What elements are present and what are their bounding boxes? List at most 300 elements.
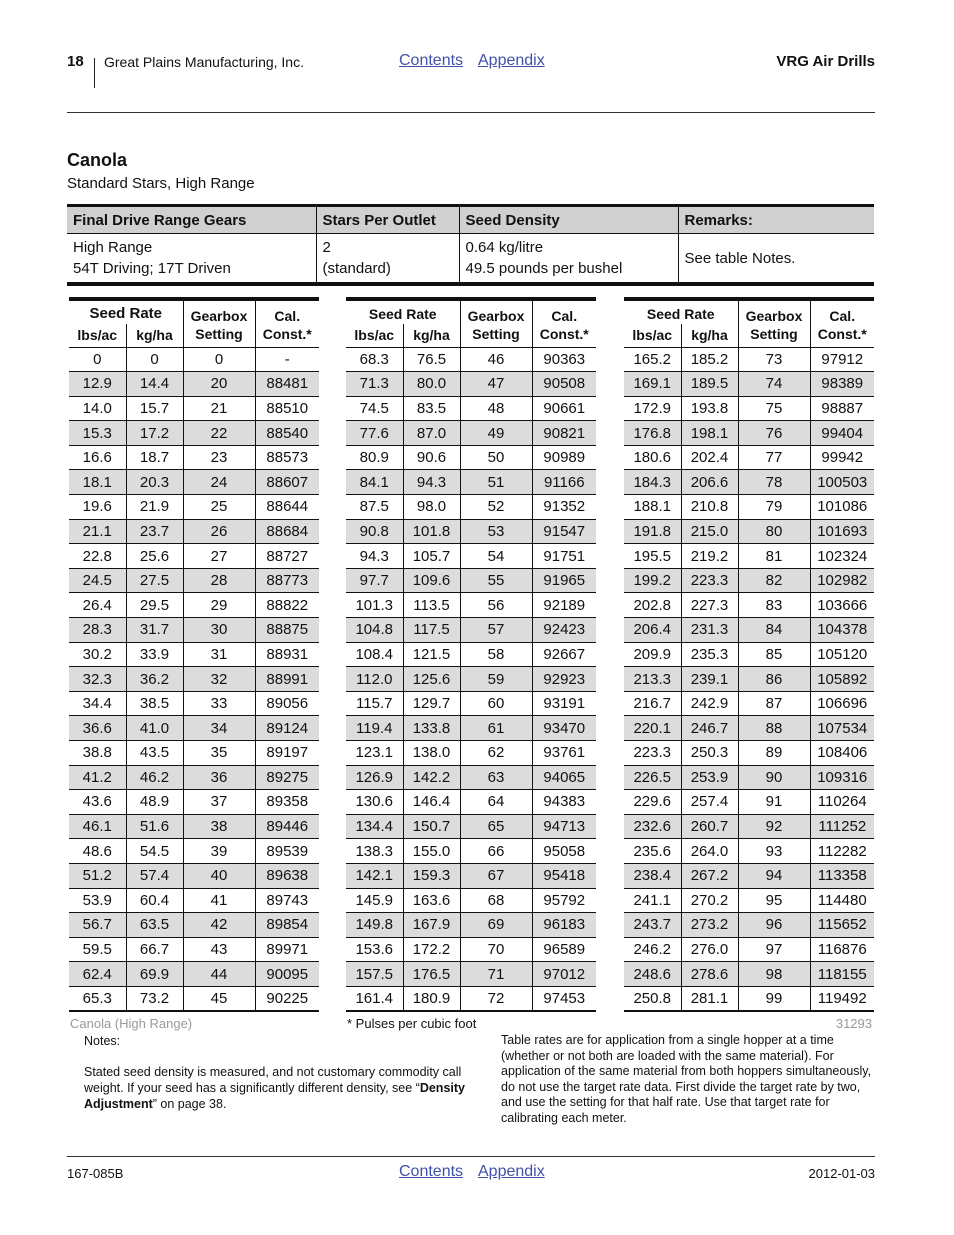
lbs-ac-header: lbs/ac — [69, 324, 126, 347]
lbs-ac-cell: 223.3 — [624, 741, 681, 766]
lbs-ac-cell: 16.6 — [69, 445, 126, 470]
kg-ha-cell: 150.7 — [403, 814, 460, 839]
table-row — [69, 962, 319, 987]
kg-ha-cell: 129.7 — [403, 691, 460, 716]
lbs-ac-cell: 157.5 — [346, 962, 403, 987]
cal-const-cell: 106696 — [810, 691, 874, 716]
kg-ha-cell: 180.9 — [403, 986, 460, 1011]
gearbox-header — [460, 299, 532, 347]
density-line-1: 0.64 kg/litre — [465, 239, 544, 256]
kg-ha-cell: 36.2 — [126, 667, 183, 692]
gearbox-header-line-1: Gearbox — [745, 307, 803, 324]
gearbox-setting-cell: 56 — [460, 593, 532, 618]
kg-ha-cell: 109.6 — [403, 568, 460, 593]
table-row — [624, 421, 874, 446]
table-row — [346, 593, 596, 618]
lbs-ac-cell: 101.3 — [346, 593, 403, 618]
lbs-ac-cell: 241.1 — [624, 888, 681, 913]
table-row — [624, 716, 874, 741]
kg-ha-cell: 142.2 — [403, 765, 460, 790]
lbs-ac-cell: 226.5 — [624, 765, 681, 790]
kg-ha-cell: 146.4 — [403, 790, 460, 815]
table-row — [624, 986, 874, 1011]
cal-header-line-2: Const.* — [817, 325, 867, 342]
cal-const-cell: 105120 — [810, 642, 874, 667]
rate-table-body — [346, 347, 596, 1011]
cal-const-cell: 99942 — [810, 445, 874, 470]
cal-const-cell: 113358 — [810, 863, 874, 888]
cal-const-cell: 88773 — [255, 568, 319, 593]
lbs-ac-cell: 56.7 — [69, 913, 126, 938]
lbs-ac-cell: 74.5 — [346, 396, 403, 421]
gearbox-setting-cell: 95 — [738, 888, 810, 913]
kg-ha-cell: 253.9 — [681, 765, 738, 790]
kg-ha-cell: 278.6 — [681, 962, 738, 987]
table-row — [346, 421, 596, 446]
cal-const-cell: 94383 — [532, 790, 596, 815]
table-row — [346, 814, 596, 839]
table-row — [346, 372, 596, 397]
product-title: VRG Air Drills — [776, 53, 875, 70]
lbs-ac-cell: 153.6 — [346, 937, 403, 962]
table-row — [624, 765, 874, 790]
gearbox-setting-cell: 59 — [460, 667, 532, 692]
contents-link[interactable]: Contents — [399, 52, 464, 69]
table-row — [624, 347, 874, 372]
table-row — [69, 495, 319, 520]
kg-ha-cell: 21.9 — [126, 495, 183, 520]
gearbox-setting-cell: 33 — [183, 691, 255, 716]
cal-const-cell: 89971 — [255, 937, 319, 962]
seed-rate-header: Seed Rate — [69, 299, 183, 324]
notes-heading: Notes: — [84, 1034, 121, 1048]
kg-ha-cell: 223.3 — [681, 568, 738, 593]
cal-const-cell: 89056 — [255, 691, 319, 716]
table-row — [69, 372, 319, 397]
footnote: * Pulses per cubic foot — [347, 1016, 477, 1031]
kg-ha-cell: 257.4 — [681, 790, 738, 815]
gearbox-setting-cell: 51 — [460, 470, 532, 495]
kg-ha-cell: 105.7 — [403, 544, 460, 569]
gearbox-setting-cell: 28 — [183, 568, 255, 593]
kg-ha-cell: 98.0 — [403, 495, 460, 520]
cal-const-cell: 90821 — [532, 421, 596, 446]
summary-header-remarks: Remarks: — [678, 206, 874, 234]
table-row — [624, 888, 874, 913]
lbs-ac-cell: 188.1 — [624, 495, 681, 520]
cal-const-cell: 89358 — [255, 790, 319, 815]
cal-const-cell: 89854 — [255, 913, 319, 938]
gearbox-setting-cell: 62 — [460, 741, 532, 766]
cal-const-header — [255, 299, 319, 347]
cal-const-cell: 88991 — [255, 667, 319, 692]
kg-ha-cell: 189.5 — [681, 372, 738, 397]
kg-ha-cell: 29.5 — [126, 593, 183, 618]
cal-const-cell: 88481 — [255, 372, 319, 397]
lbs-ac-cell: 248.6 — [624, 962, 681, 987]
cal-const-cell: 89124 — [255, 716, 319, 741]
rate-table-body — [69, 347, 319, 1011]
lbs-ac-cell: 36.6 — [69, 716, 126, 741]
table-row — [346, 741, 596, 766]
doc-date: 2012-01-03 — [808, 1166, 875, 1181]
section-title: Canola — [67, 150, 128, 170]
gearbox-setting-cell: 36 — [183, 765, 255, 790]
gearbox-setting-cell: 67 — [460, 863, 532, 888]
lbs-ac-cell: 94.3 — [346, 544, 403, 569]
cal-const-cell: 88644 — [255, 495, 319, 520]
gearbox-setting-cell: 46 — [460, 347, 532, 372]
rate-table-3 — [624, 297, 874, 1012]
kg-ha-cell: 69.9 — [126, 962, 183, 987]
table-row — [346, 937, 596, 962]
table-row — [346, 396, 596, 421]
kg-ha-cell: 14.4 — [126, 372, 183, 397]
lbs-ac-cell: 104.8 — [346, 618, 403, 643]
lbs-ac-cell: 216.7 — [624, 691, 681, 716]
cal-const-cell: 88684 — [255, 519, 319, 544]
gearbox-setting-cell: 53 — [460, 519, 532, 544]
table-row — [69, 765, 319, 790]
page-header — [67, 50, 875, 90]
kg-ha-cell: 276.0 — [681, 937, 738, 962]
cal-const-cell: 89446 — [255, 814, 319, 839]
cal-header-line-1: Cal. — [829, 307, 856, 324]
kg-ha-cell: 48.9 — [126, 790, 183, 815]
cal-const-cell: 95418 — [532, 863, 596, 888]
kg-ha-cell: 18.7 — [126, 445, 183, 470]
rate-table-body — [624, 347, 874, 1011]
table-row — [624, 790, 874, 815]
gearbox-setting-cell: 54 — [460, 544, 532, 569]
lbs-ac-cell: 12.9 — [69, 372, 126, 397]
table-row — [346, 962, 596, 987]
lbs-ac-cell: 229.6 — [624, 790, 681, 815]
table-row — [346, 913, 596, 938]
lbs-ac-cell: 28.3 — [69, 618, 126, 643]
gearbox-setting-cell: 81 — [738, 544, 810, 569]
kg-ha-cell: 90.6 — [403, 445, 460, 470]
table-row — [69, 396, 319, 421]
lbs-ac-cell: 232.6 — [624, 814, 681, 839]
kg-ha-cell: 167.9 — [403, 913, 460, 938]
lbs-ac-cell: 38.8 — [69, 741, 126, 766]
rate-table-1 — [69, 297, 319, 1012]
gearbox-setting-cell: 91 — [738, 790, 810, 815]
table-row — [69, 470, 319, 495]
lbs-ac-cell: 246.2 — [624, 937, 681, 962]
cal-const-cell: 93761 — [532, 741, 596, 766]
kg-ha-cell: 15.7 — [126, 396, 183, 421]
density-line-2: 49.5 pounds per bushel — [465, 260, 623, 277]
kg-ha-cell: 273.2 — [681, 913, 738, 938]
gearbox-setting-cell: 42 — [183, 913, 255, 938]
gearbox-setting-cell: 24 — [183, 470, 255, 495]
seed-rate-header: Seed Rate — [624, 299, 738, 324]
cal-const-cell: - — [255, 347, 319, 372]
kg-ha-cell: 198.1 — [681, 421, 738, 446]
cal-const-cell: 90363 — [532, 347, 596, 372]
kg-ha-cell: 117.5 — [403, 618, 460, 643]
summary-stars — [316, 234, 459, 285]
kg-ha-cell: 133.8 — [403, 716, 460, 741]
table-row — [624, 470, 874, 495]
gearbox-setting-cell: 38 — [183, 814, 255, 839]
lbs-ac-cell: 18.1 — [69, 470, 126, 495]
gearbox-setting-cell: 27 — [183, 544, 255, 569]
kg-ha-cell: 23.7 — [126, 519, 183, 544]
gearbox-setting-cell: 84 — [738, 618, 810, 643]
lbs-ac-cell: 26.4 — [69, 593, 126, 618]
kg-ha-cell: 87.0 — [403, 421, 460, 446]
cal-const-cell: 115652 — [810, 913, 874, 938]
lbs-ac-cell: 195.5 — [624, 544, 681, 569]
cal-const-cell: 107534 — [810, 716, 874, 741]
table-row — [69, 814, 319, 839]
kg-ha-cell: 41.0 — [126, 716, 183, 741]
kg-ha-cell: 121.5 — [403, 642, 460, 667]
kg-ha-cell: 193.8 — [681, 396, 738, 421]
lbs-ac-cell: 15.3 — [69, 421, 126, 446]
kg-ha-header: kg/ha — [681, 324, 738, 347]
gearbox-setting-cell: 96 — [738, 913, 810, 938]
footer-contents-link[interactable]: Contents — [399, 1163, 464, 1180]
gearbox-setting-cell: 66 — [460, 839, 532, 864]
kg-ha-cell: 73.2 — [126, 986, 183, 1011]
lbs-ac-cell: 180.6 — [624, 445, 681, 470]
notes-right: Table rates are for application from a single hopper at a time (whether or not both are loaded with the same material). For application of the same material from both hoppers simultaneously, do not use the target rate data. First divide the target rate by two, and use the setting for that half rate. Use that target rate for calibrating each meter. — [501, 1033, 872, 1125]
lbs-ac-cell: 134.4 — [346, 814, 403, 839]
lbs-ac-cell: 169.1 — [624, 372, 681, 397]
gearbox-setting-cell: 85 — [738, 642, 810, 667]
cal-const-cell: 92189 — [532, 593, 596, 618]
cal-const-cell: 116876 — [810, 937, 874, 962]
table-row — [624, 691, 874, 716]
lbs-ac-cell: 48.6 — [69, 839, 126, 864]
lbs-ac-cell: 115.7 — [346, 691, 403, 716]
kg-ha-cell: 235.3 — [681, 642, 738, 667]
table-row — [69, 691, 319, 716]
cal-const-cell: 91352 — [532, 495, 596, 520]
cal-const-cell: 90661 — [532, 396, 596, 421]
appendix-link[interactable]: Appendix — [478, 52, 545, 69]
lbs-ac-cell: 68.3 — [346, 347, 403, 372]
lbs-ac-cell: 97.7 — [346, 568, 403, 593]
summary-table — [67, 204, 874, 286]
gearbox-setting-cell: 89 — [738, 741, 810, 766]
page-number: 18 — [67, 53, 84, 70]
gearbox-setting-cell: 65 — [460, 814, 532, 839]
lbs-ac-header: lbs/ac — [346, 324, 403, 347]
table-row — [346, 470, 596, 495]
lbs-ac-cell: 165.2 — [624, 347, 681, 372]
gearbox-setting-cell: 68 — [460, 888, 532, 913]
cal-const-cell: 103666 — [810, 593, 874, 618]
lbs-ac-cell: 202.8 — [624, 593, 681, 618]
gearbox-setting-cell: 45 — [183, 986, 255, 1011]
gearbox-setting-cell: 47 — [460, 372, 532, 397]
cal-const-cell: 97912 — [810, 347, 874, 372]
cal-const-cell: 91547 — [532, 519, 596, 544]
gearbox-setting-cell: 34 — [183, 716, 255, 741]
cal-const-cell: 89275 — [255, 765, 319, 790]
lbs-ac-cell: 213.3 — [624, 667, 681, 692]
kg-ha-cell: 60.4 — [126, 888, 183, 913]
cal-const-cell: 102982 — [810, 568, 874, 593]
table-row — [624, 618, 874, 643]
gearbox-setting-cell: 88 — [738, 716, 810, 741]
cal-const-cell: 89743 — [255, 888, 319, 913]
cal-const-cell: 109316 — [810, 765, 874, 790]
cal-const-cell: 90225 — [255, 986, 319, 1011]
lbs-ac-cell: 149.8 — [346, 913, 403, 938]
gearbox-setting-cell: 22 — [183, 421, 255, 446]
cal-const-cell: 91751 — [532, 544, 596, 569]
table-row — [69, 667, 319, 692]
lbs-ac-cell: 46.1 — [69, 814, 126, 839]
cal-const-cell: 88573 — [255, 445, 319, 470]
kg-ha-cell: 57.4 — [126, 863, 183, 888]
cal-const-cell: 101693 — [810, 519, 874, 544]
gearbox-setting-cell: 37 — [183, 790, 255, 815]
cal-const-cell: 94065 — [532, 765, 596, 790]
gearbox-setting-cell: 31 — [183, 642, 255, 667]
cal-const-cell: 118155 — [810, 962, 874, 987]
gearbox-setting-cell: 55 — [460, 568, 532, 593]
cal-const-cell: 101086 — [810, 495, 874, 520]
lbs-ac-cell: 172.9 — [624, 396, 681, 421]
table-row — [69, 741, 319, 766]
kg-ha-cell: 176.5 — [403, 962, 460, 987]
lbs-ac-cell: 51.2 — [69, 863, 126, 888]
cal-const-cell: 110264 — [810, 790, 874, 815]
cal-const-cell: 104378 — [810, 618, 874, 643]
seed-rate-header: Seed Rate — [346, 299, 460, 324]
cal-const-cell: 90989 — [532, 445, 596, 470]
gearbox-setting-cell: 30 — [183, 618, 255, 643]
kg-ha-cell: 38.5 — [126, 691, 183, 716]
table-row — [69, 347, 319, 372]
gearbox-setting-cell: 44 — [183, 962, 255, 987]
cal-const-cell: 93191 — [532, 691, 596, 716]
cal-const-cell: 89197 — [255, 741, 319, 766]
kg-ha-cell: 159.3 — [403, 863, 460, 888]
lbs-ac-cell: 14.0 — [69, 396, 126, 421]
lbs-ac-cell: 142.1 — [346, 863, 403, 888]
gearbox-setting-cell: 43 — [183, 937, 255, 962]
lbs-ac-cell: 19.6 — [69, 495, 126, 520]
table-row — [69, 913, 319, 938]
table-row — [624, 937, 874, 962]
table-row — [624, 372, 874, 397]
kg-ha-cell: 155.0 — [403, 839, 460, 864]
cal-const-cell: 99404 — [810, 421, 874, 446]
lbs-ac-cell: 191.8 — [624, 519, 681, 544]
cal-const-cell: 111252 — [810, 814, 874, 839]
lbs-ac-cell: 21.1 — [69, 519, 126, 544]
gearbox-setting-cell: 74 — [738, 372, 810, 397]
gearbox-header-line-2: Setting — [750, 325, 798, 342]
table-row — [624, 667, 874, 692]
kg-ha-cell: 219.2 — [681, 544, 738, 569]
table-row — [346, 642, 596, 667]
table-caption: Canola (High Range) — [70, 1016, 193, 1031]
lbs-ac-cell: 184.3 — [624, 470, 681, 495]
kg-ha-cell: 185.2 — [681, 347, 738, 372]
cal-const-cell: 93470 — [532, 716, 596, 741]
gears-line-1: High Range — [73, 239, 153, 256]
gearbox-setting-cell: 80 — [738, 519, 810, 544]
summary-gears — [67, 234, 316, 285]
lbs-ac-cell: 84.1 — [346, 470, 403, 495]
section-subtitle: Standard Stars, High Range — [67, 175, 255, 192]
kg-ha-cell: 250.3 — [681, 741, 738, 766]
kg-ha-cell: 17.2 — [126, 421, 183, 446]
kg-ha-cell: 63.5 — [126, 913, 183, 938]
kg-ha-cell: 125.6 — [403, 667, 460, 692]
table-row — [624, 445, 874, 470]
cal-const-cell: 90095 — [255, 962, 319, 987]
gearbox-setting-cell: 60 — [460, 691, 532, 716]
gearbox-setting-cell: 82 — [738, 568, 810, 593]
table-row — [346, 888, 596, 913]
cal-const-cell: 98389 — [810, 372, 874, 397]
table-row — [69, 790, 319, 815]
lbs-ac-cell: 145.9 — [346, 888, 403, 913]
kg-ha-cell: 66.7 — [126, 937, 183, 962]
gears-line-2: 54T Driving; 17T Driven — [73, 260, 231, 277]
cal-const-cell: 88607 — [255, 470, 319, 495]
lbs-ac-header: lbs/ac — [624, 324, 681, 347]
gearbox-setting-cell: 86 — [738, 667, 810, 692]
table-row — [69, 863, 319, 888]
kg-ha-cell: 27.5 — [126, 568, 183, 593]
gearbox-setting-cell: 39 — [183, 839, 255, 864]
footer-rule — [67, 1156, 875, 1157]
kg-ha-header: kg/ha — [126, 324, 183, 347]
gearbox-setting-cell: 78 — [738, 470, 810, 495]
summary-density — [459, 234, 678, 285]
gearbox-setting-cell: 49 — [460, 421, 532, 446]
lbs-ac-cell: 138.3 — [346, 839, 403, 864]
gearbox-setting-cell: 63 — [460, 765, 532, 790]
gearbox-setting-cell: 70 — [460, 937, 532, 962]
kg-ha-cell: 163.6 — [403, 888, 460, 913]
table-row — [624, 814, 874, 839]
cal-const-cell: 97012 — [532, 962, 596, 987]
lbs-ac-cell: 71.3 — [346, 372, 403, 397]
lbs-ac-cell: 112.0 — [346, 667, 403, 692]
gearbox-setting-cell: 57 — [460, 618, 532, 643]
cal-const-cell: 94713 — [532, 814, 596, 839]
table-row — [69, 421, 319, 446]
table-row — [624, 568, 874, 593]
header-rule — [67, 112, 875, 113]
gearbox-setting-cell: 21 — [183, 396, 255, 421]
gearbox-setting-cell: 40 — [183, 863, 255, 888]
lbs-ac-cell: 65.3 — [69, 986, 126, 1011]
lbs-ac-cell: 59.5 — [69, 937, 126, 962]
table-row — [624, 544, 874, 569]
kg-ha-cell: 76.5 — [403, 347, 460, 372]
cal-header-line-2: Const.* — [539, 325, 589, 342]
kg-ha-cell: 264.0 — [681, 839, 738, 864]
gearbox-setting-cell: 83 — [738, 593, 810, 618]
footer-appendix-link[interactable]: Appendix — [478, 1163, 545, 1180]
table-row — [69, 618, 319, 643]
lbs-ac-cell: 209.9 — [624, 642, 681, 667]
gearbox-setting-cell: 23 — [183, 445, 255, 470]
